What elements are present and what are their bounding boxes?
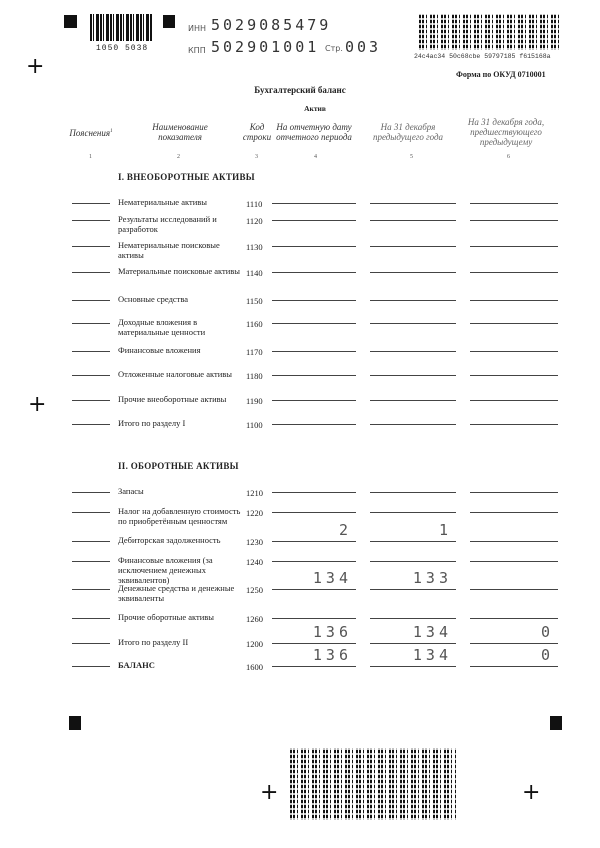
value-line-col6 bbox=[470, 541, 558, 542]
value-line-col6 bbox=[470, 424, 558, 425]
row-note-line bbox=[72, 666, 110, 667]
registration-square-top-left bbox=[64, 15, 77, 28]
row-note-line bbox=[72, 351, 110, 352]
value-line-col6 bbox=[470, 246, 558, 247]
value-col5: 1 bbox=[438, 521, 452, 539]
row-note-line bbox=[72, 492, 110, 493]
row-name: Результаты исследований и разработок bbox=[118, 214, 217, 234]
value-line-col4 bbox=[272, 643, 356, 644]
row-code: 1100 bbox=[246, 420, 263, 430]
row-name: Итого по разделу II bbox=[118, 637, 189, 647]
value-line-col6 bbox=[470, 512, 558, 513]
value-line-col4 bbox=[272, 300, 356, 301]
value-line-col4 bbox=[272, 541, 356, 542]
row-name: Прочие оборотные активы bbox=[118, 612, 215, 622]
value-line-col6 bbox=[470, 666, 558, 667]
row-note-line bbox=[72, 203, 110, 204]
value-col5: 133 bbox=[412, 569, 452, 587]
row-note-line bbox=[72, 375, 110, 376]
row-name: Материальные поисковые активы bbox=[118, 266, 240, 276]
value-line-col6 bbox=[470, 492, 558, 493]
value-line-col5 bbox=[370, 618, 456, 619]
value-line-col5 bbox=[370, 643, 456, 644]
value-line-col5 bbox=[370, 561, 456, 562]
value-line-col5 bbox=[370, 220, 456, 221]
row-name: Нематериальные активы bbox=[118, 197, 207, 207]
value-line-col4 bbox=[272, 400, 356, 401]
value-col6: 0 bbox=[540, 623, 554, 641]
value-line-col4 bbox=[272, 220, 356, 221]
row-name: Прочие внеоборотные активы bbox=[118, 394, 227, 404]
value-col4: 2 bbox=[338, 521, 352, 539]
value-line-col5 bbox=[370, 375, 456, 376]
registration-square-bottom-right bbox=[550, 716, 562, 730]
value-line-col4 bbox=[272, 618, 356, 619]
barcode-number: 1050 5038 bbox=[96, 44, 149, 53]
value-col5: 134 bbox=[412, 646, 452, 664]
value-line-col4 bbox=[272, 666, 356, 667]
row-name: Нематериальные поисковые активы bbox=[118, 240, 220, 260]
col-num-6: 6 bbox=[507, 154, 510, 160]
section-1-title: I. ВНЕОБОРОТНЫЕ АКТИВЫ bbox=[118, 172, 255, 182]
row-code: 1200 bbox=[246, 639, 263, 649]
row-note-line bbox=[72, 272, 110, 273]
value-line-col6 bbox=[470, 589, 558, 590]
registration-square-top-mid bbox=[163, 15, 175, 28]
page-title: Бухгалтерский баланс bbox=[254, 85, 346, 95]
section-2-title: II. ОБОРОТНЫЕ АКТИВЫ bbox=[118, 461, 239, 471]
inn-value: 5029085479 bbox=[211, 16, 332, 34]
value-line-col5 bbox=[370, 272, 456, 273]
value-line-col4 bbox=[272, 424, 356, 425]
row-code: 1170 bbox=[246, 347, 263, 357]
row-code: 1180 bbox=[246, 371, 263, 381]
row-note-line bbox=[72, 323, 110, 324]
page-value: 003 bbox=[345, 38, 382, 56]
kpp-label: КПП bbox=[188, 46, 206, 55]
col-header-5: На 31 декабря предыдущего года bbox=[372, 122, 444, 142]
2d-barcode-bottom bbox=[290, 748, 456, 820]
value-line-col5 bbox=[370, 589, 456, 590]
col-header-4: На отчетную дату отчетного периода bbox=[276, 122, 352, 142]
value-line-col4 bbox=[272, 203, 356, 204]
value-line-col6 bbox=[470, 300, 558, 301]
value-col4: 134 bbox=[312, 569, 352, 587]
value-line-col5 bbox=[370, 400, 456, 401]
value-line-col4 bbox=[272, 561, 356, 562]
row-note-line bbox=[72, 643, 110, 644]
crosshair-mark-bottom-left: + bbox=[260, 780, 279, 805]
barcode bbox=[90, 14, 152, 41]
row-note-line bbox=[72, 400, 110, 401]
col-header-2: Наименование показателя bbox=[152, 122, 208, 142]
row-note-line bbox=[72, 220, 110, 221]
row-name: Налог на добавленную стоимость по приобретённым ценностям bbox=[118, 506, 241, 526]
row-code: 1220 bbox=[246, 508, 263, 518]
row-code: 1160 bbox=[246, 319, 263, 329]
value-line-col5 bbox=[370, 351, 456, 352]
col-num-5: 5 bbox=[410, 154, 413, 160]
row-name: БАЛАНС bbox=[118, 660, 155, 670]
value-line-col4 bbox=[272, 272, 356, 273]
row-code: 1150 bbox=[246, 296, 263, 306]
page-label: Стр. bbox=[325, 44, 343, 53]
col-num-3: 3 bbox=[255, 154, 258, 160]
value-col4: 136 bbox=[312, 646, 352, 664]
col-num-1: 1 bbox=[89, 154, 92, 160]
row-code: 1130 bbox=[246, 242, 263, 252]
form-code: Форма по ОКУД 0710001 bbox=[456, 70, 546, 79]
value-line-col5 bbox=[370, 424, 456, 425]
row-name: Итого по разделу I bbox=[118, 418, 186, 428]
row-code: 1250 bbox=[246, 585, 263, 595]
col-num-4: 4 bbox=[314, 154, 317, 160]
row-code: 1230 bbox=[246, 537, 263, 547]
crosshair-mark: + bbox=[26, 54, 45, 79]
row-code: 1600 bbox=[246, 662, 263, 672]
value-line-col5 bbox=[370, 203, 456, 204]
col-num-2: 2 bbox=[177, 154, 180, 160]
row-note-line bbox=[72, 589, 110, 590]
row-name: Финансовые вложения bbox=[118, 345, 201, 355]
row-note-line bbox=[72, 512, 110, 513]
value-line-col6 bbox=[470, 375, 558, 376]
row-code: 1240 bbox=[246, 557, 263, 567]
value-line-col6 bbox=[470, 272, 558, 273]
value-line-col6 bbox=[470, 561, 558, 562]
value-line-col5 bbox=[370, 300, 456, 301]
value-line-col5 bbox=[370, 666, 456, 667]
value-line-col6 bbox=[470, 220, 558, 221]
row-code: 1120 bbox=[246, 216, 263, 226]
row-name: Основные средства bbox=[118, 294, 189, 304]
value-line-col4 bbox=[272, 351, 356, 352]
row-note-line bbox=[72, 561, 110, 562]
row-name: Дебиторская задолженность bbox=[118, 535, 221, 545]
value-col4: 136 bbox=[312, 623, 352, 641]
crosshair-mark-bottom-right: + bbox=[522, 780, 541, 805]
value-line-col6 bbox=[470, 203, 558, 204]
row-note-line bbox=[72, 424, 110, 425]
value-line-col4 bbox=[272, 589, 356, 590]
value-line-col5 bbox=[370, 541, 456, 542]
registration-square-bottom-left bbox=[69, 716, 81, 730]
value-line-col5 bbox=[370, 512, 456, 513]
value-line-col4 bbox=[272, 375, 356, 376]
col-header-3: Код строки bbox=[242, 122, 272, 142]
row-name: Отложенные налоговые активы bbox=[118, 369, 232, 379]
value-line-col4 bbox=[272, 492, 356, 493]
inn-label: ИНН bbox=[188, 24, 207, 33]
row-note-line bbox=[72, 246, 110, 247]
col-header-1: Пояснения$^1$ bbox=[69, 128, 113, 138]
value-line-col4 bbox=[272, 246, 356, 247]
row-name: Финансовые вложения (за исключением денежных эквивалентов) bbox=[118, 555, 213, 585]
row-name: Доходные вложения в материальные ценности bbox=[118, 317, 206, 337]
value-line-col6 bbox=[470, 323, 558, 324]
row-code: 1110 bbox=[246, 199, 263, 209]
row-note-line bbox=[72, 300, 110, 301]
col-header-6: На 31 декабря года, предшествующего предыдущему bbox=[467, 117, 545, 147]
row-code: 1260 bbox=[246, 614, 263, 624]
2d-barcode-top bbox=[419, 14, 562, 50]
row-code: 1140 bbox=[246, 268, 263, 278]
crosshair-mark-left: + bbox=[28, 392, 47, 417]
subtitle: Актив bbox=[304, 104, 326, 113]
row-name: Денежные средства и денежные эквиваленты bbox=[118, 583, 235, 603]
kpp-value: 502901001 bbox=[211, 38, 320, 56]
row-name: Запасы bbox=[118, 486, 144, 496]
value-line-col5 bbox=[370, 246, 456, 247]
value-line-col5 bbox=[370, 323, 456, 324]
value-col6: 0 bbox=[540, 646, 554, 664]
value-line-col6 bbox=[470, 618, 558, 619]
value-line-col4 bbox=[272, 323, 356, 324]
value-line-col6 bbox=[470, 400, 558, 401]
row-code: 1190 bbox=[246, 396, 263, 406]
value-line-col5 bbox=[370, 492, 456, 493]
row-code: 1210 bbox=[246, 488, 263, 498]
row-note-line bbox=[72, 541, 110, 542]
value-col5: 134 bbox=[412, 623, 452, 641]
value-line-col6 bbox=[470, 643, 558, 644]
code-hash: 24c4ac34 50c68cbe 59797185 f615168a bbox=[414, 53, 551, 60]
value-line-col4 bbox=[272, 512, 356, 513]
row-note-line bbox=[72, 618, 110, 619]
value-line-col6 bbox=[470, 351, 558, 352]
